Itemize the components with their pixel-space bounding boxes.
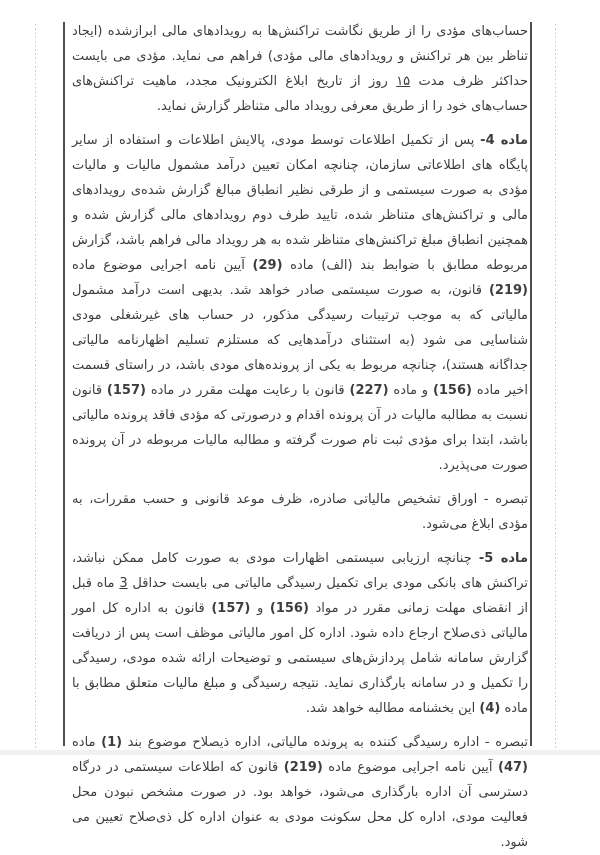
text-run-bold: ماده 5- xyxy=(478,551,528,566)
text-run-bold: (157) xyxy=(106,383,146,398)
text-run: روز از تاریخ ابلاغ الکترونیک مجدد، ماهیت تراکنش‌های حساب‌های خود را از طریق معرفی رویداد مالی متناظر گزارش نماید. xyxy=(72,74,528,114)
left-change-bar xyxy=(63,22,65,746)
left-margin-boundary-line xyxy=(35,24,36,751)
text-run-bold: (219) xyxy=(283,760,323,775)
text-run-bold: (47) xyxy=(498,760,528,775)
text-run: قانون با رعایت مهلت مقرر در ماده xyxy=(145,383,350,398)
text-run-bold: (1) xyxy=(101,735,123,750)
text-run: قانون که اطلاعات سیستمی در درگاه دسترسی آن اداره بارگذاری می‌شود، خواهد بود. در صورت مشخص نبودن محل فعالیت مودی، اداره کل محل سکونت مودی به عنوان اداره کل ذی‌صلاح تعیین می شود. xyxy=(72,760,528,850)
text-run-bold: (156) xyxy=(432,383,472,398)
text-run-bold: (156) xyxy=(269,601,309,616)
text-run: تبصره - اوراق تشخیص مالیاتی صادره، ظرف موعد قانونی و حسب مقررات، به مؤدی ابلاغ می‌شود. xyxy=(72,492,528,532)
page-bottom-edge xyxy=(0,750,600,755)
text-run: تبصره - اداره رسیدگی کننده به پرونده مالیاتی، اداره ذیصلاح موضوع بند xyxy=(122,735,528,750)
text-run: قانون به اداره کل امور مالیاتی ذی‌صلاح ارجاع داده شود. اداره کل امور مالیاتی موظف است پس از دریافت گزارش سامانه شامل پردازش‌های سیستمی و توضیحات ارائه شده مودی، رسیدگی را تکمیل و در سامانه بارگذاری نماید. نتیجه رسیدگی و مبلغ مالیات متعلق مطابق با ماده xyxy=(72,601,528,716)
text-run: حساب‌های مؤدی را از طریق نگاشت تراکنش‌ها به رویدادهای مالی ابرازشده (ایجاد تناظر بین هر تراکنش و رویدادهای مالی مؤدی) فراهم می نماید. مؤدی می بایست حداکثر ظرف مدت xyxy=(72,24,528,89)
text-run-bold: (4) xyxy=(479,701,501,716)
text-run: ماه قبل از انقضای مهلت زمانی مقرر در مواد xyxy=(72,576,528,616)
text-run-underline: 3 xyxy=(119,576,128,591)
paragraph-note-article-5 xyxy=(72,730,528,855)
text-run-underline: ۱۵ xyxy=(396,74,411,89)
text-run: پس از تکمیل اطلاعات توسط مودی، پالایش اطلاعات و استفاده از سایر پایگاه های اطلاعاتی سازمان، چنانچه امکان تعیین درآمد مشمول مالیات و مالیات مؤدی به صورت سیستمی و از طرقی نظیر انطباق مبالغ گزارش شده‌ی رویدادهای مالی و تراکنش‌های متناظر شده، تایید طرف دوم رویدادهای مالی گزارش شده و همچنین انطباق مبلغ تراکنش‌های متناظر شده به هر رویداد مالی فراهم باشد، گزارش مربوطه مطابق با ضوابط بند (الف) ماده xyxy=(72,133,528,273)
right-change-bar xyxy=(530,22,532,746)
paragraph-note-article-4 xyxy=(72,487,528,537)
text-run: و ماده xyxy=(388,383,433,398)
paragraph-intro-continuation xyxy=(72,19,528,119)
text-run-bold: ماده 4- xyxy=(480,133,529,148)
paragraph-article-5 xyxy=(72,546,528,721)
text-run: قانون نسبت به مطالبه مالیات در آن پرونده اقدام و درصورتی که مؤدی فاقد پرونده مالیاتی باشد، ابتدا برای مؤدی ثبت نام صورت گرفته و مطالبه مالیات مربوطه در آن پرونده صورت می‌پذیرد. xyxy=(72,383,528,473)
text-run-bold: (227) xyxy=(349,383,389,398)
document-body xyxy=(72,19,528,855)
text-run: آیین نامه اجرایی موضوع ماده xyxy=(72,258,253,273)
text-run-bold: (157) xyxy=(211,601,251,616)
text-run: این بخشنامه مطالبه خواهد شد. xyxy=(305,701,480,716)
text-run: و xyxy=(250,601,270,616)
text-run-bold: (219) xyxy=(488,283,528,298)
text-run: ماده xyxy=(72,735,102,750)
paragraph-article-4 xyxy=(72,128,528,478)
text-run: قانون، به صورت سیستمی صادر خواهد شد. بدیهی است درآمد مشمول مالیاتی که به موجب ترتیبات رسیدگی مذکور، در حساب های غیرشغلی مودی شناسایی می شود (به استثنای درآمدهایی که مستلزم تسلیم اظهارنامه مالیاتی جداگانه هستند)، چنانچه مربوط به یکی از پرونده‌های مودی باشد، در راستای قسمت اخیر ماده xyxy=(72,283,528,398)
text-run: چنانچه ارزیابی سیستمی اظهارات مودی به صورت کامل ممکن نباشد، تراکنش های بانکی مودی برای تکمیل رسیدگی مالیاتی می بایست حداقل xyxy=(72,551,528,591)
text-run-bold: (29) xyxy=(252,258,283,273)
text-run: آیین نامه اجرایی موضوع ماده xyxy=(322,760,498,775)
right-margin-boundary-line xyxy=(555,24,556,751)
